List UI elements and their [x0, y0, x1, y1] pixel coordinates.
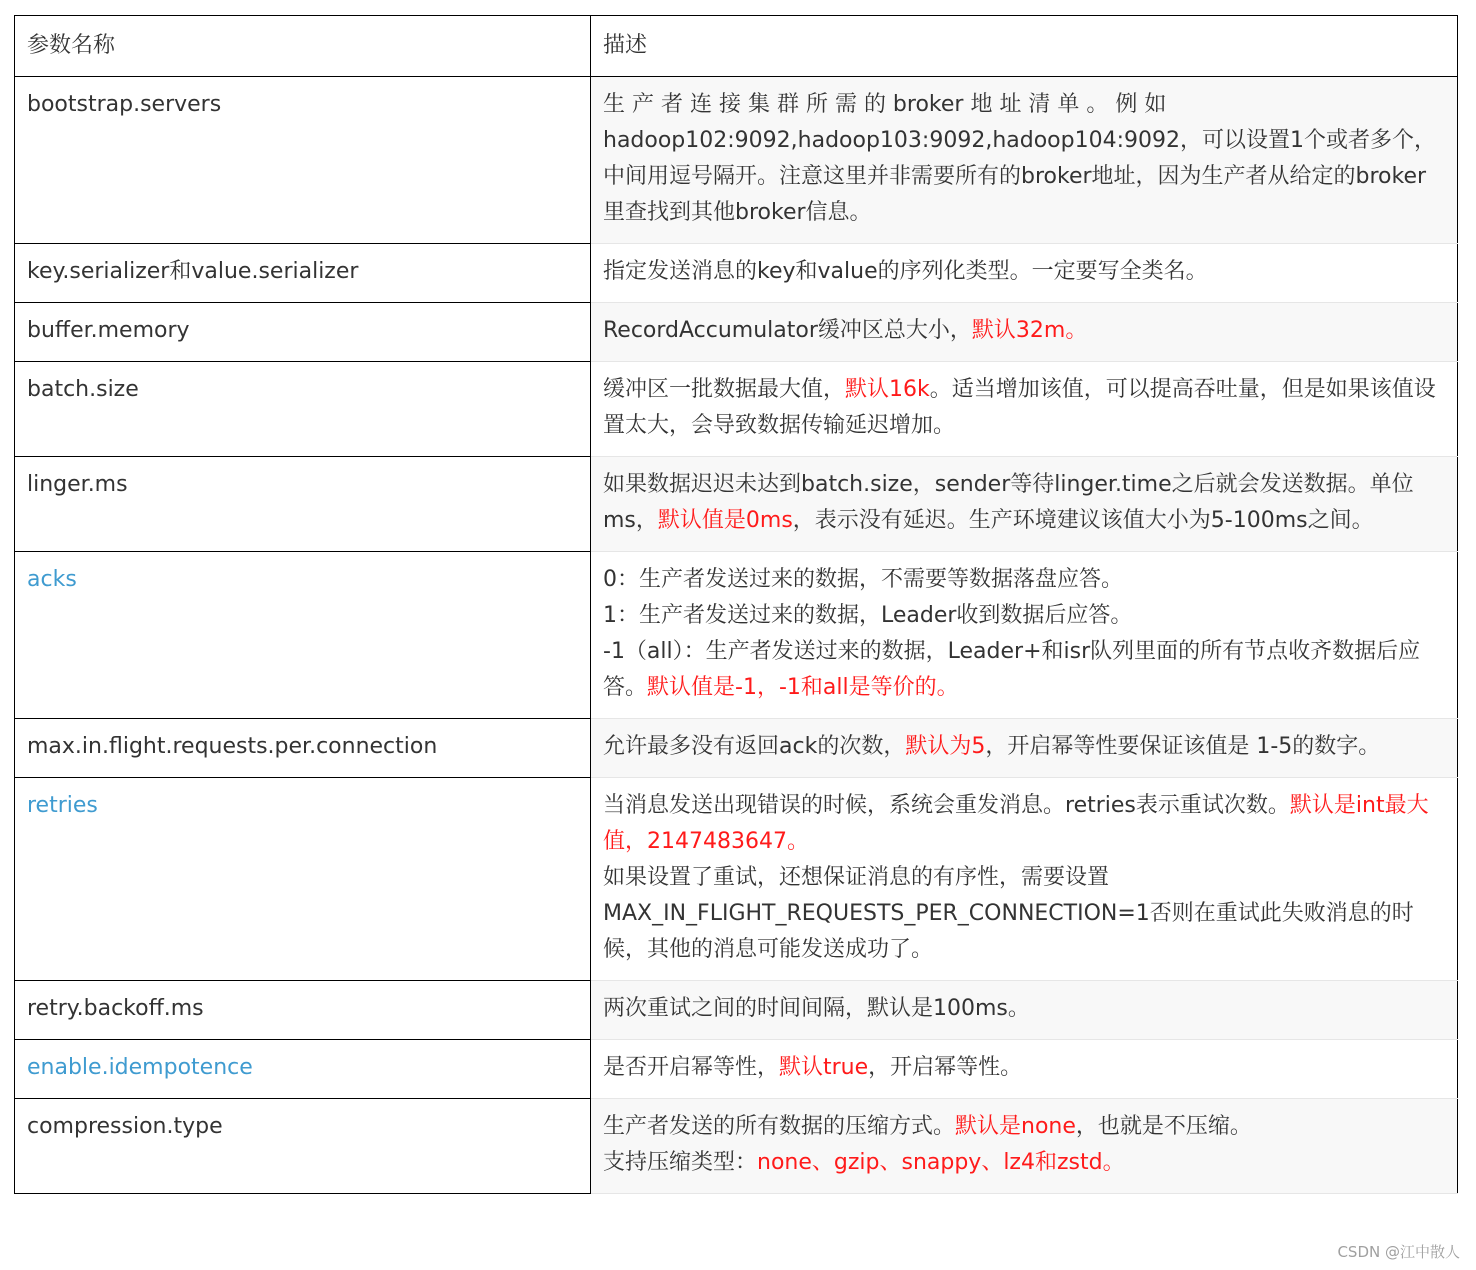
- param-name-link[interactable]: acks: [27, 567, 77, 592]
- table-row: [15, 981, 1458, 1040]
- description-text: 两次重试之间的时间间隔，默认是100ms。: [603, 996, 1030, 1021]
- table-header-row: [15, 16, 1458, 77]
- description-text: MAX_IN_FLIGHT_REQUESTS_PER_CONNECTION=1否则在重试此失败消息的时候，其他的消息可能发送成功了。: [603, 901, 1414, 962]
- default-value-highlight: 默认值是0ms: [657, 508, 793, 533]
- param-name-cell: [15, 719, 591, 778]
- param-description-cell: [591, 1040, 1458, 1099]
- description-text: 缓冲区一批数据最大值，: [603, 377, 846, 402]
- param-name-link[interactable]: enable.idempotence: [27, 1055, 253, 1080]
- param-name: retry.backoff.ms: [27, 996, 204, 1021]
- table-row: [15, 1099, 1458, 1194]
- default-value-highlight: 默认是none: [955, 1114, 1076, 1139]
- param-name: buffer.memory: [27, 318, 190, 343]
- default-value-highlight: none、gzip、snappy、lz4和zstd。: [757, 1150, 1125, 1175]
- param-description-cell: [591, 778, 1458, 981]
- description-text: 支持压缩类型：: [603, 1150, 758, 1175]
- param-description-cell: [591, 981, 1458, 1040]
- table-row: [15, 778, 1458, 981]
- description-text: 0：生产者发送过来的数据，不需要等数据落盘应答。: [603, 567, 1123, 592]
- default-value-highlight: 默认16k: [845, 377, 930, 402]
- param-name: max.in.flight.requests.per.connection: [27, 734, 438, 759]
- default-value-highlight: 默认值是-1，-1和all是等价的。: [647, 675, 959, 700]
- description-text: 生 产 者 连 接 集 群 所 需 的 broker 地 址 清 单 。 例 如hadoop102:9092,hadoop103:9092,hadoop104:9092，可以设置1个或者多个，中间用逗号隔开。注意这里并非需要所有的broker地址，因为生产者从给定的broker里查找到其他broker信息。: [603, 92, 1436, 225]
- table-row: [15, 552, 1458, 719]
- description-text: 如果数据迟迟未达到batch.size，sender等待linger.time之后就会发送数据。单位ms，: [603, 472, 1414, 533]
- param-name-cell: [15, 981, 591, 1040]
- description-text: 生产者发送的所有数据的压缩方式。: [603, 1114, 956, 1139]
- watermark: CSDN @江中散人: [1337, 1243, 1460, 1261]
- param-name: linger.ms: [27, 472, 128, 497]
- param-name-cell: [15, 552, 591, 719]
- description-text: 如果设置了重试，还想保证消息的有序性，需要设置: [603, 865, 1110, 890]
- param-name-cell: [15, 303, 591, 362]
- param-name-cell: [15, 1099, 591, 1194]
- param-name: bootstrap.servers: [27, 92, 222, 117]
- param-description-cell: [591, 362, 1458, 457]
- param-description-cell: [591, 719, 1458, 778]
- param-name-cell: [15, 77, 591, 244]
- param-description-cell: [591, 1099, 1458, 1194]
- header-param-name: 参数名称: [15, 16, 591, 77]
- table-row: [15, 362, 1458, 457]
- table-row: [15, 1040, 1458, 1099]
- param-description-cell: [591, 77, 1458, 244]
- table-row: [15, 457, 1458, 552]
- default-value-highlight: 默认true: [779, 1055, 869, 1080]
- description-text: -1（all）：生产者发送过来的数据，Leader+和isr队列里面的所有节点收齐数据后应答。: [603, 639, 1421, 700]
- param-description-cell: [591, 303, 1458, 362]
- param-description-cell: [591, 552, 1458, 719]
- table-row: [15, 244, 1458, 303]
- description-text: 当消息发送出现错误的时候，系统会重发消息。retries表示重试次数。: [603, 793, 1290, 818]
- default-value-highlight: 默认是int最大值，2147483647。: [603, 793, 1429, 854]
- table-row: [15, 77, 1458, 244]
- description-text: 是否开启幂等性，: [603, 1055, 780, 1080]
- param-description-cell: [591, 457, 1458, 552]
- table-row: [15, 719, 1458, 778]
- description-text: 。适当增加该值，可以提高吞吐量，但是如果该值设置太大，会导致数据传输延迟增加。: [603, 377, 1436, 438]
- default-value-highlight: 默认32m。: [971, 318, 1088, 343]
- default-value-highlight: 默认为5: [905, 734, 986, 759]
- description-text: 1：生产者发送过来的数据，Leader收到数据后应答。: [603, 603, 1133, 628]
- param-name: compression.type: [27, 1114, 223, 1139]
- description-text: RecordAccumulator缓冲区总大小，: [603, 318, 972, 343]
- param-name-link[interactable]: retries: [27, 793, 98, 818]
- param-name: key.serializer和value.serializer: [27, 259, 359, 284]
- param-name-cell: [15, 457, 591, 552]
- description-text: ，开启幂等性。: [868, 1055, 1023, 1080]
- description-text: 指定发送消息的key和value的序列化类型。一定要写全类名。: [603, 259, 1208, 284]
- description-text: ，也就是不压缩。: [1075, 1114, 1252, 1139]
- param-name-cell: [15, 244, 591, 303]
- parameter-table: [14, 15, 1458, 1194]
- param-name-cell: [15, 362, 591, 457]
- description-text: ，表示没有延迟。生产环境建议该值大小为5-100ms之间。: [792, 508, 1374, 533]
- table-row: [15, 303, 1458, 362]
- param-name-cell: [15, 778, 591, 981]
- param-description-cell: [591, 244, 1458, 303]
- header-description: 描述: [591, 16, 1458, 77]
- param-name: batch.size: [27, 377, 139, 402]
- description-text: 允许最多没有返回ack的次数，: [603, 734, 906, 759]
- description-text: ，开启幂等性要保证该值是 1-5的数字。: [985, 734, 1381, 759]
- param-name-cell: [15, 1040, 591, 1099]
